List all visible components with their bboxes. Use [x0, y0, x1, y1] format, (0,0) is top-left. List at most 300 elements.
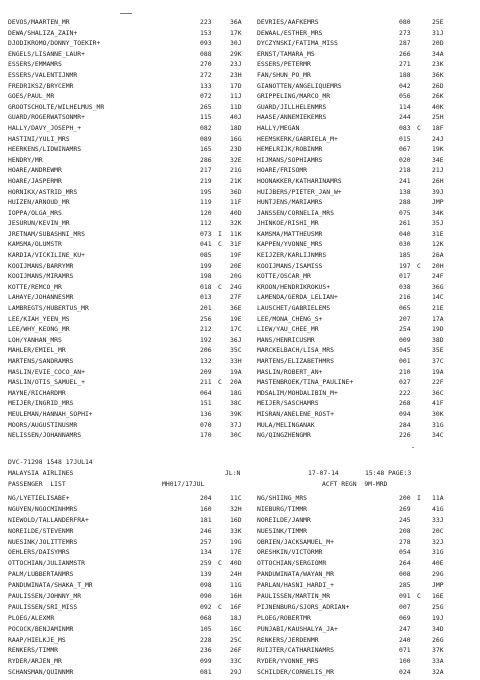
seat-sequence: 056 [399, 92, 411, 101]
seat-number: 18J [230, 613, 242, 622]
seat-sequence: 261 [399, 219, 411, 228]
seat-number: 11A [432, 494, 444, 502]
seat-number: 19J [432, 613, 444, 622]
seat-number: 20G [230, 272, 242, 281]
passenger-name: GUARD/JILLHELENMRS [257, 102, 327, 111]
seat-sequence: 270 [200, 60, 212, 69]
seat-sequence: 264 [399, 559, 411, 568]
passenger-name: PUNJABI/KAUSHALYA_JA+ [257, 624, 338, 633]
passenger-name: HASTINI/YULI_MRS [8, 134, 70, 143]
status-flag: C [417, 123, 421, 132]
seat-number: 16C [230, 624, 242, 633]
seat-number: 32E [230, 155, 242, 164]
seat-number: 40K [432, 102, 444, 111]
seat-sequence: 088 [200, 49, 212, 58]
seat-number: 27F [230, 293, 242, 302]
seat-number: 17A [432, 314, 444, 323]
passenger-name: HIJMANS/SOPHIAMRS [257, 155, 323, 164]
seat-sequence: 217 [200, 166, 212, 175]
seat-number: 24F [432, 272, 444, 281]
passenger-row [8, 72, 474, 83]
seat-number: 20D [432, 39, 444, 48]
passenger-name: LEE/MONA_CHENG_S+ [257, 314, 323, 323]
passenger-name: NUESINK/JOLITTEMRS [8, 537, 78, 546]
passenger-row [8, 528, 474, 539]
seat-number: 17C [230, 325, 242, 334]
seat-number: 33C [230, 657, 242, 666]
seat-number: 19E [230, 314, 242, 323]
passenger-name: PARLAN/HASNI_HARDI_+ [257, 581, 334, 590]
seat-sequence: 201 [200, 304, 212, 313]
seat-sequence: 009 [399, 335, 411, 344]
passenger-name: ESSERS/PETERMR [257, 60, 311, 69]
seat-sequence: 269 [399, 504, 411, 513]
passenger-name: MASTENBROEK/TINA_PAULINE+ [257, 378, 354, 387]
passenger-name: MASLIN/EVIE_COCO_AN+ [8, 367, 85, 376]
seat-number: 31J [432, 28, 444, 37]
passenger-name: DYCZYNSKI/FATIMA_MISS [257, 39, 338, 48]
passenger-name: JHINKOE/RISHI_MR [257, 219, 319, 228]
seat-number: 20A [230, 378, 242, 387]
passenger-name: NG/QINGZHENGMR [257, 431, 311, 440]
seat-sequence: 195 [200, 187, 212, 196]
seat-number: 18F [432, 123, 444, 132]
status-flag: C [218, 282, 222, 291]
passenger-name: LIEW/YAU_CHEE_MR [257, 325, 319, 334]
passenger-list-bottom-section [8, 495, 474, 680]
passenger-row [8, 178, 474, 189]
passenger-name: JANSSEN/CORNELIA_MRS [257, 208, 334, 217]
flight-number: MH017/17JUL [162, 480, 205, 488]
seat-number: 16H [230, 592, 242, 601]
passenger-name: MASLIN/ROBERT_AN+ [257, 367, 323, 376]
seat-number: JMP [432, 198, 444, 207]
status-flag: C [417, 261, 421, 270]
passenger-name: MARTENS/SANDRAMRS [8, 357, 74, 365]
seat-number: 11K [230, 229, 242, 238]
passenger-name: JRETNAM/SUBASHNI_MRS [8, 229, 85, 238]
passenger-name: RENKERS/JERDENMR [257, 635, 319, 644]
seat-number: 34C [432, 431, 444, 440]
seat-sequence: 067 [399, 145, 411, 154]
seat-sequence: 008 [399, 570, 411, 579]
seat-sequence: 068 [200, 613, 212, 622]
seat-sequence: 153 [200, 28, 212, 37]
passenger-name: RENKERS/TIMMR [8, 646, 59, 655]
seat-sequence: 197 [399, 261, 411, 270]
seat-sequence: 080 [399, 18, 411, 26]
passenger-name: LAHAYE/JOHANNESMR [8, 293, 74, 302]
seat-sequence: 112 [200, 219, 212, 228]
seat-number: 19G [230, 537, 242, 546]
seat-sequence: 072 [200, 92, 212, 101]
seat-number: 21G [230, 166, 242, 175]
seat-number: 21K [230, 176, 242, 185]
seat-number: 39K [230, 409, 242, 418]
passenger-name: HUNTJENS/MARIAMRS [257, 198, 323, 207]
seat-number: 26G [432, 635, 444, 644]
seat-number: 16D [230, 515, 242, 524]
passenger-name: KOOIJMANS/MIRAMRS [8, 272, 74, 281]
seat-number: 11C [230, 494, 242, 502]
seat-sequence: 210 [399, 367, 411, 376]
passenger-name: HALLY/MEGAN [257, 123, 300, 132]
seat-sequence: 268 [399, 399, 411, 408]
seat-sequence: 065 [399, 304, 411, 313]
seat-sequence: 114 [399, 102, 411, 111]
passenger-name: OEHLERS/DAISYMRS [8, 548, 70, 557]
seat-sequence: 228 [200, 635, 212, 644]
seat-number: 22F [432, 378, 444, 387]
passenger-name: PANDUWINATA/SHAKA_T_MR [8, 581, 93, 590]
seat-sequence: 216 [399, 293, 411, 302]
passenger-name: KOTTE/OSCAR_MR [257, 272, 311, 281]
seat-number: 23D [230, 145, 242, 154]
passenger-name: OTTOCHIAN/SERGIOMR [257, 559, 327, 568]
seat-sequence: 138 [399, 187, 411, 196]
status-flag: C [218, 602, 222, 611]
seat-number: 29K [230, 49, 242, 58]
seat-number: 12K [432, 240, 444, 249]
seat-sequence: 271 [399, 60, 411, 69]
seat-number: 18D [230, 123, 242, 132]
seat-sequence: 100 [399, 657, 411, 666]
seat-sequence: 185 [399, 251, 411, 260]
teletype-reference-line: DVC-71298 1548 17JUL14 [8, 458, 93, 466]
seat-sequence: 071 [399, 646, 411, 655]
seat-number: 36E [230, 304, 242, 313]
passenger-name: HUIJBERS/PIETER_JAN_W+ [257, 187, 342, 196]
seat-sequence: 120 [200, 208, 212, 217]
seat-sequence: 245 [399, 515, 411, 524]
passenger-name: RAAP/HIELKJE_MS [8, 635, 66, 644]
seat-number: 36K [432, 70, 444, 79]
passenger-name: MEIJER/INGRID_MRS [8, 399, 74, 408]
status-flag: C [218, 559, 222, 568]
seat-sequence: 151 [200, 399, 212, 408]
passenger-name: HEMELRIJK/ROBINMR [257, 145, 323, 154]
passenger-row [8, 125, 474, 136]
seat-number: 36D [230, 187, 242, 196]
seat-number: 17D [230, 81, 242, 90]
passenger-name: GROOTSCHOLTE/WILHELMUS_MR [8, 102, 105, 111]
seat-number: JMP [432, 581, 444, 590]
seat-number: 11G [230, 581, 242, 590]
seat-sequence: 259 [200, 559, 212, 568]
passenger-name: KAPPEN/YVONNE_MRS [257, 240, 323, 249]
seat-sequence: 133 [200, 81, 212, 90]
passenger-name: LAUSCHET/GABRIELEMS [257, 304, 331, 313]
passenger-name: GRIPPELING/MARCO_MR [257, 92, 331, 101]
seat-number: 21E [432, 304, 444, 313]
seat-sequence: 273 [399, 28, 411, 37]
seat-sequence: 170 [200, 431, 212, 440]
passenger-name: HEERKENS/LIDWINAMRS [8, 145, 82, 154]
seat-number: 33A [432, 657, 444, 666]
passenger-name: NOREILDE/JANMR [257, 515, 311, 524]
passenger-name: ESSERS/VALENTIJNMR [8, 70, 78, 79]
seat-sequence: 247 [399, 624, 411, 633]
passenger-name: PALM/LUBBERTANMRS [8, 570, 74, 579]
passenger-name: HOARE/ANDREWMR [8, 166, 62, 175]
seat-sequence: 218 [399, 166, 411, 175]
passenger-name: KAMSMA/OLUMSTR [8, 240, 62, 249]
seat-sequence: 272 [200, 70, 212, 79]
passenger-name: PANDUWINATA/WAYAN_MR [257, 570, 334, 579]
seat-number: 40E [432, 559, 444, 568]
seat-sequence: 024 [399, 668, 411, 677]
passenger-name: MULA/MELINGANAK [257, 420, 315, 429]
flight-label: JL:N [225, 469, 241, 477]
passenger-name: GOES/PAUL_MR [8, 92, 55, 101]
seat-number: 34A [432, 49, 444, 58]
passenger-row [8, 19, 474, 30]
seat-number: 36A [230, 18, 242, 26]
seat-number: 11F [230, 198, 242, 207]
seat-sequence: 139 [200, 570, 212, 579]
seat-sequence: 040 [399, 229, 411, 238]
seat-number: 17E [230, 548, 242, 557]
seat-sequence: 007 [399, 602, 411, 611]
seat-sequence: 200 [399, 494, 411, 502]
seat-number: 37K [432, 646, 444, 655]
seat-sequence: 246 [200, 526, 212, 535]
passenger-name: HOARE/FRISOMR [257, 166, 308, 175]
seat-sequence: 288 [399, 198, 411, 207]
seat-number: 21J [432, 166, 444, 175]
seat-number: 19K [432, 145, 444, 154]
seat-number: 19A [230, 367, 242, 376]
passenger-name: MASLIN/OTIS_SAMUEL_+ [8, 378, 85, 387]
seat-number: 25E [432, 18, 444, 26]
passenger-name: SCHILDER/CORNELIS_MR [257, 668, 334, 677]
seat-sequence: 082 [200, 123, 212, 132]
passenger-name: NUESINK/TIMMR [257, 526, 308, 535]
seat-number: 19F [230, 251, 242, 260]
seat-number: 41F [432, 399, 444, 408]
passenger-name: MARTENS/ELIZABETHMRS [257, 357, 334, 365]
passenger-name: MANS/HENRICUSMR [257, 335, 315, 344]
seat-number: 37C [432, 357, 444, 365]
seat-sequence: 257 [200, 537, 212, 546]
seat-sequence: 286 [200, 155, 212, 164]
passenger-name: DEVOS/MAARTEN_MR [8, 18, 70, 26]
seat-number: 16F [230, 602, 242, 611]
seat-sequence: 165 [200, 145, 212, 154]
passenger-name: PAULISSEN/SRI_MISS [8, 602, 78, 611]
seat-sequence: 098 [200, 581, 212, 590]
seat-sequence: 208 [399, 526, 411, 535]
seat-sequence: 206 [200, 346, 212, 355]
airline-name: MALAYSIA AIRLINES [8, 469, 74, 477]
seat-sequence: 236 [200, 646, 212, 655]
status-flag: I [218, 229, 222, 238]
seat-number: 41G [432, 504, 444, 513]
seat-sequence: 020 [399, 155, 411, 164]
seat-number: 36G [432, 282, 444, 291]
seat-sequence: 045 [399, 346, 411, 355]
seat-sequence: 285 [399, 581, 411, 590]
seat-number: 19D [432, 325, 444, 334]
passenger-name: MEIJER/SASCHAMRS [257, 399, 319, 408]
passenger-name: HORNIKX/ASTRID_MRS [8, 187, 78, 196]
seat-number: 17K [230, 28, 242, 37]
passenger-name: HAASE/ANNEMIEKEMRS [257, 113, 327, 122]
seat-number: 32A [432, 668, 444, 677]
flight-date: 17-07-14 [308, 469, 339, 477]
passenger-name: NIEBURG/TIMMR [257, 504, 308, 513]
passenger-name: MISRAN/ANELENE_ROST+ [257, 409, 334, 418]
passenger-name: RYDER/YVONNE_MRS [257, 657, 319, 666]
seat-sequence: 091 [399, 592, 411, 601]
seat-number: 34D [432, 624, 444, 633]
passenger-name: SCHANSMAN/QUINNMR [8, 668, 74, 677]
seat-number: 26D [432, 81, 444, 90]
seat-number: 25C [230, 635, 242, 644]
seat-sequence: 001 [399, 357, 411, 365]
seat-sequence: 244 [399, 113, 411, 122]
passenger-name: FAN/SHUN_PO_MR [257, 70, 311, 79]
passenger-name: DEWAAL/ESTHER_MRS [257, 28, 323, 37]
passenger-name: LAMENDA/GERDA_LELIAN+ [257, 293, 338, 302]
seat-sequence: 181 [200, 515, 212, 524]
passenger-name: GUARD/ROGERWATSONMR+ [8, 113, 85, 122]
seat-number: 16G [230, 134, 242, 143]
seat-number: 40J [230, 113, 242, 122]
passenger-name: HOARE/JASPERMR [8, 176, 62, 185]
seat-sequence: 278 [399, 537, 411, 546]
seat-sequence: 132 [200, 357, 212, 365]
top-tear-line [120, 13, 132, 14]
seat-sequence: 223 [200, 18, 212, 26]
passenger-name: PIJNENBURG/SJORS_ADRIAN+ [257, 602, 350, 611]
seat-number: 19A [432, 367, 444, 376]
seat-sequence: 038 [399, 282, 411, 291]
seat-number: 34E [432, 155, 444, 164]
seat-sequence: 089 [200, 134, 212, 143]
seat-number: 18G [230, 388, 242, 397]
seat-number: 11J [230, 92, 242, 101]
seat-sequence: 266 [399, 49, 411, 58]
seat-number: 20H [432, 261, 444, 270]
seat-number: 40D [230, 208, 242, 217]
seat-number: 35C [230, 346, 242, 355]
seat-sequence: 240 [399, 635, 411, 644]
seat-number: 25H [432, 113, 444, 122]
passenger-row [8, 411, 474, 422]
seat-number: 26K [432, 92, 444, 101]
seat-sequence: 075 [399, 208, 411, 217]
passenger-name: JESURUN/KEVIN_MR [8, 219, 70, 228]
passenger-name: MAYNE/RICHARDMR [8, 388, 66, 397]
seat-sequence: 256 [200, 314, 212, 323]
seat-sequence: 054 [399, 548, 411, 557]
seat-sequence: 212 [200, 325, 212, 334]
seat-number: 29J [230, 668, 242, 677]
seat-sequence: 042 [399, 81, 411, 90]
seat-number: 30J [230, 39, 242, 48]
seat-sequence: 105 [200, 624, 212, 633]
passenger-name: MOORS/AUGUSTINUSMR [8, 420, 78, 429]
seat-number: 34K [432, 208, 444, 217]
passenger-name: LOH/YANHAN_MRS [8, 335, 62, 344]
passenger-name: HUIZEN/ARNOUD_MR [8, 198, 70, 207]
seat-sequence: 094 [399, 409, 411, 418]
passenger-name: DJODIKROMO/DONNY_TOEKIR+ [8, 39, 101, 48]
seat-sequence: 188 [399, 70, 411, 79]
seat-number: 38C [230, 399, 242, 408]
seat-number: 36C [432, 388, 444, 397]
seat-sequence: 085 [200, 251, 212, 260]
passenger-name: RYDER/ARJEN_MR [8, 657, 62, 666]
seat-sequence: 199 [200, 261, 212, 270]
passenger-row [8, 432, 474, 443]
seat-number: 16E [432, 592, 444, 601]
seat-number: 31G [432, 420, 444, 429]
seat-number: 40D [230, 559, 242, 568]
seat-sequence: 099 [200, 657, 212, 666]
seat-number: 23H [230, 70, 242, 79]
passenger-name: LEE/WHY_KEONG_MR [8, 325, 70, 334]
seat-number: 20E [230, 261, 242, 270]
passenger-name: KOTTE/REMCO_MR [8, 282, 62, 291]
print-speck [412, 447, 414, 448]
passenger-name: NIEWOLD/TALLANDERFRA+ [8, 515, 89, 524]
passenger-name: NG/LYETIELISABE+ [8, 494, 70, 502]
seat-sequence: 013 [200, 293, 212, 302]
list-title: PASSENGER LIST [8, 480, 66, 488]
seat-sequence: 119 [200, 198, 212, 207]
passenger-name: HEEMSKERK/GABRIELA_M+ [257, 134, 338, 143]
seat-sequence: 219 [200, 176, 212, 185]
passenger-name: HENDRY/MR [8, 155, 43, 164]
aircraft-registration: ACFT REGN 9M-MRD [322, 480, 388, 488]
seat-sequence: 134 [200, 548, 212, 557]
status-flag: I [417, 494, 421, 502]
seat-sequence: 241 [399, 176, 411, 185]
passenger-name: PLOEG/ALEXMR [8, 613, 55, 622]
seat-number: 30C [230, 431, 242, 440]
passenger-name: KEIJZER/KARLIJNMRS [257, 251, 327, 260]
passenger-name: MDSALIM/MOHDALIBIN_M+ [257, 388, 338, 397]
seat-sequence: 081 [200, 668, 212, 677]
time-and-page: 15:48 PAGE:3 [365, 469, 412, 477]
seat-number: 24H [230, 570, 242, 579]
seat-sequence: 209 [200, 367, 212, 376]
seat-number: 25G [432, 602, 444, 611]
seat-sequence: 027 [399, 378, 411, 387]
seat-number: 14C [432, 293, 444, 302]
seat-sequence: 093 [200, 39, 212, 48]
passenger-name: ERNST/TAMARA_MS [257, 49, 315, 58]
passenger-name: ORESHKIN/VICTORMR [257, 548, 323, 557]
seat-number: 26A [432, 251, 444, 260]
seat-sequence: 204 [200, 494, 212, 502]
seat-number: 32K [230, 219, 242, 228]
seat-number: 24J [432, 134, 444, 143]
seat-number: 35E [432, 346, 444, 355]
seat-number: 29G [432, 570, 444, 579]
passenger-name: HOONAKKER/KATHARINAMRS [257, 176, 342, 185]
seat-number: 33K [230, 526, 242, 535]
passenger-name: FREDRIKSZ/BRYCEMR [8, 81, 74, 90]
passenger-name: GIANOTTEN/ANGELIQUEMRS [257, 81, 342, 90]
seat-number: 24G [230, 282, 242, 291]
seat-sequence: 041 [200, 240, 212, 249]
passenger-name: KARDIA/VICKILINE_KU+ [8, 251, 85, 260]
seat-number: 23J [230, 60, 242, 69]
seat-number: 11D [230, 102, 242, 111]
